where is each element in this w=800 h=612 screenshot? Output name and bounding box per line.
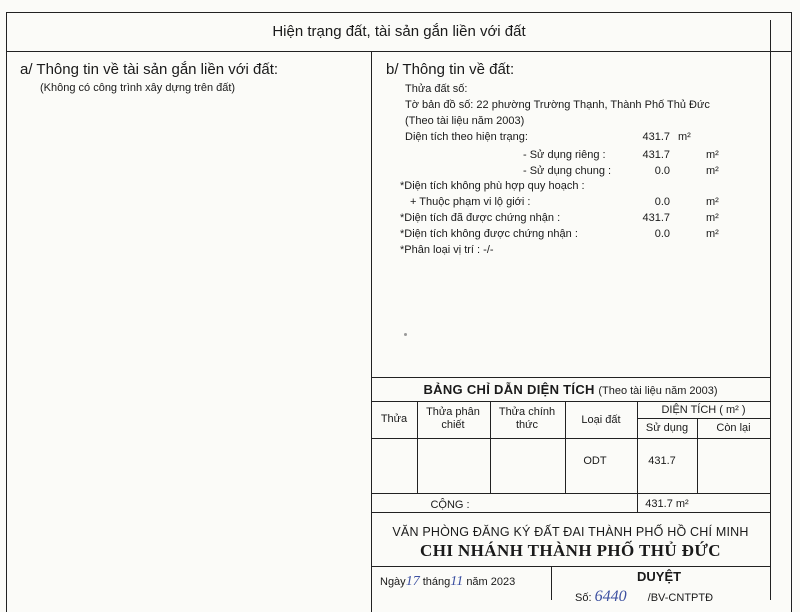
- private-use-label: - Sử dụng riêng :: [523, 149, 606, 161]
- table-line: [417, 401, 418, 493]
- certified-label: *Diện tích đã được chứng nhận :: [400, 212, 561, 224]
- branch-name: CHI NHÁNH THÀNH PHỐ THỦ ĐỨC: [420, 541, 721, 560]
- approved-label: DUYỆT: [637, 569, 682, 584]
- signature-date: [380, 574, 515, 590]
- table-line: [637, 418, 770, 419]
- col-loai-dat: Loại đất: [581, 414, 621, 426]
- row-loai-dat: ODT: [583, 455, 607, 467]
- number-handwritten: 6440: [594, 588, 627, 605]
- unit-label: m²: [678, 131, 691, 143]
- table-line: [371, 438, 770, 439]
- unit-label: m²: [706, 196, 719, 208]
- uncertified-value: 0.0: [654, 228, 670, 240]
- number-suffix: /BV-CNTPTĐ: [647, 592, 714, 604]
- area-current-value: 431.7: [642, 131, 670, 143]
- col-thua-phan-chiet: Thửa phân chiết: [426, 406, 480, 431]
- private-use-value: 431.7: [642, 149, 670, 161]
- year-label: năm 2023: [466, 576, 516, 588]
- uncertified-label: *Diện tích không được chứng nhận :: [400, 228, 578, 240]
- unit-label: m²: [706, 228, 719, 240]
- area-table-title-sub: (Theo tài liệu năm 2003): [598, 385, 718, 397]
- page-title: Hiện trạng đất, tài sản gắn liền với đất: [6, 12, 792, 52]
- signature-divider: [551, 566, 552, 600]
- col-dien-tich: DIỆN TÍCH ( m² ): [661, 404, 746, 416]
- area-table-title: [371, 378, 770, 403]
- area-table-title-main: BẢNG CHỈ DẪN DIỆN TÍCH: [423, 382, 595, 397]
- area-current-label: Diện tích theo hiện trạng:: [405, 131, 528, 143]
- scan-speck: [404, 333, 407, 336]
- approval-number: [575, 588, 713, 606]
- unit-label: m²: [706, 149, 719, 161]
- date-prefix: Ngày: [380, 576, 406, 588]
- asset-info-title: a/ Thông tin về tài sản gắn liền với đất:: [20, 61, 279, 78]
- signature-divider: [371, 566, 770, 567]
- row-su-dung: 431.7: [648, 455, 676, 467]
- office-name: VĂN PHÒNG ĐĂNG KÝ ĐẤT ĐAI THÀNH PHỐ HỒ CHÍ MINH: [392, 525, 749, 539]
- shared-use-label: - Sử dụng chung :: [523, 165, 612, 177]
- right-border-line: [770, 20, 771, 600]
- unit-label: m²: [706, 212, 719, 224]
- total-value: 431.7 m²: [645, 498, 689, 510]
- asset-info-note: (Không có công trình xây dựng trên đất): [40, 82, 236, 94]
- col-thua-chinh-thuc: Thửa chính thức: [498, 406, 556, 431]
- month-label: tháng: [422, 576, 451, 588]
- position-class: *Phân loại vị trí : -/-: [400, 244, 494, 256]
- date-month: 11: [450, 574, 464, 589]
- row-boundary-label: + Thuộc phạm vi lộ giới :: [410, 196, 531, 208]
- table-line: [490, 401, 491, 493]
- table-line: [371, 493, 770, 494]
- col-con-lai: Còn lại: [716, 422, 751, 434]
- shared-use-value: 0.0: [654, 165, 670, 177]
- land-info-title: b/ Thông tin về đất:: [386, 61, 515, 78]
- col-su-dung: Sử dụng: [645, 422, 689, 434]
- row-boundary-value: 0.0: [654, 196, 670, 208]
- number-label: Số:: [575, 592, 592, 604]
- date-day: 17: [405, 574, 420, 589]
- col-thua: Thửa: [380, 413, 408, 425]
- parcel-number: Thửa đất số:: [405, 83, 468, 95]
- table-line: [371, 401, 770, 402]
- total-label: CỘNG :: [430, 499, 470, 511]
- certified-value: 431.7: [642, 212, 670, 224]
- map-sheet: Tờ bản đồ số: 22 phường Trường Thạnh, Thành Phố Thủ Đức: [405, 99, 710, 111]
- nonconform-label: *Diện tích không phù hợp quy hoạch :: [400, 180, 585, 192]
- table-line: [371, 512, 770, 513]
- unit-label: m²: [706, 165, 719, 177]
- doc-year: (Theo tài liệu năm 2003): [405, 115, 525, 127]
